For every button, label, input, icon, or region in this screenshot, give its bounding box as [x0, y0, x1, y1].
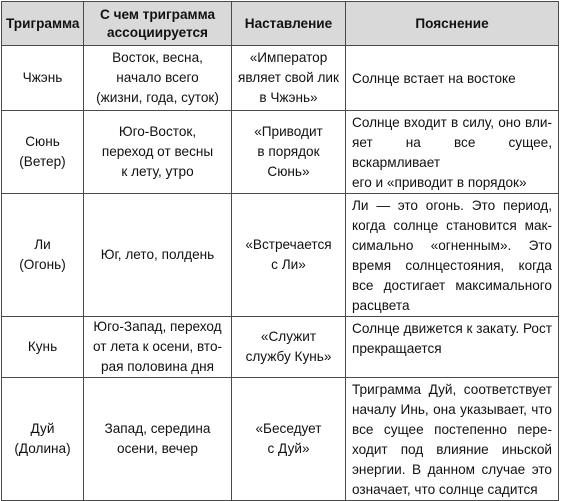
- cell-association: Запад, середина осени, вечер: [84, 378, 232, 501]
- table-row: [2, 111, 559, 194]
- cell-trigram: Чжэнь: [2, 46, 84, 111]
- cell-instruction: «Встречается с Ли»: [232, 194, 346, 317]
- table-row: [2, 46, 559, 111]
- cell-association: Юго-Запад, переход от лета к осени, вто- рая половина дня: [84, 317, 232, 378]
- header-association: С чем триграмма ассоциируется: [84, 2, 232, 46]
- header-instruction: Наставление: [232, 2, 346, 46]
- cell-association: Юг, лето, полдень: [84, 194, 232, 317]
- cell-explanation: Солнце движется к закату. Рост прекращается: [346, 317, 559, 378]
- table-row: [2, 317, 559, 378]
- cell-trigram: Ли (Огонь): [2, 194, 84, 317]
- cell-association: Юго-Восток, переход от весны к лету, утро: [84, 111, 232, 194]
- cell-explanation: Ли — это огонь. Это период, когда солнце становится мак- симально «огненным». Это время солнцестояния, когда все достигает максимального расцвета: [346, 194, 559, 317]
- table-header-row: [2, 2, 559, 46]
- header-explanation: Пояснение: [346, 2, 559, 46]
- table-row: [2, 378, 559, 501]
- cell-instruction: «Служит службу Кунь»: [232, 317, 346, 378]
- cell-explanation: Солнце встает на востоке: [346, 46, 559, 111]
- header-trigram: Триграмма: [2, 2, 84, 46]
- table-row: [2, 194, 559, 317]
- cell-explanation: Солнце входит в силу, оно вли- яет на все сущее, вскармливает его и «приводит в порядок»: [346, 111, 559, 194]
- cell-instruction: «Император являет свой лик в Чжэнь»: [232, 46, 346, 111]
- cell-explanation: Триграмма Дуй, соответствует началу Инь, она указывает, что все сущее постепенно пере- ходит под влияние иньской энергии. В данном случае это означает, что солнце садится: [346, 378, 559, 501]
- cell-trigram: Дуй (Долина): [2, 378, 84, 501]
- trigram-table: [1, 1, 559, 501]
- cell-instruction: «Беседует с Дуй»: [232, 378, 346, 501]
- cell-trigram: Сюнь (Ветер): [2, 111, 84, 194]
- cell-trigram: Кунь: [2, 317, 84, 378]
- cell-instruction: «Приводит в порядок Сюнь»: [232, 111, 346, 194]
- cell-association: Восток, весна, начало всего (жизни, года, суток): [84, 46, 232, 111]
